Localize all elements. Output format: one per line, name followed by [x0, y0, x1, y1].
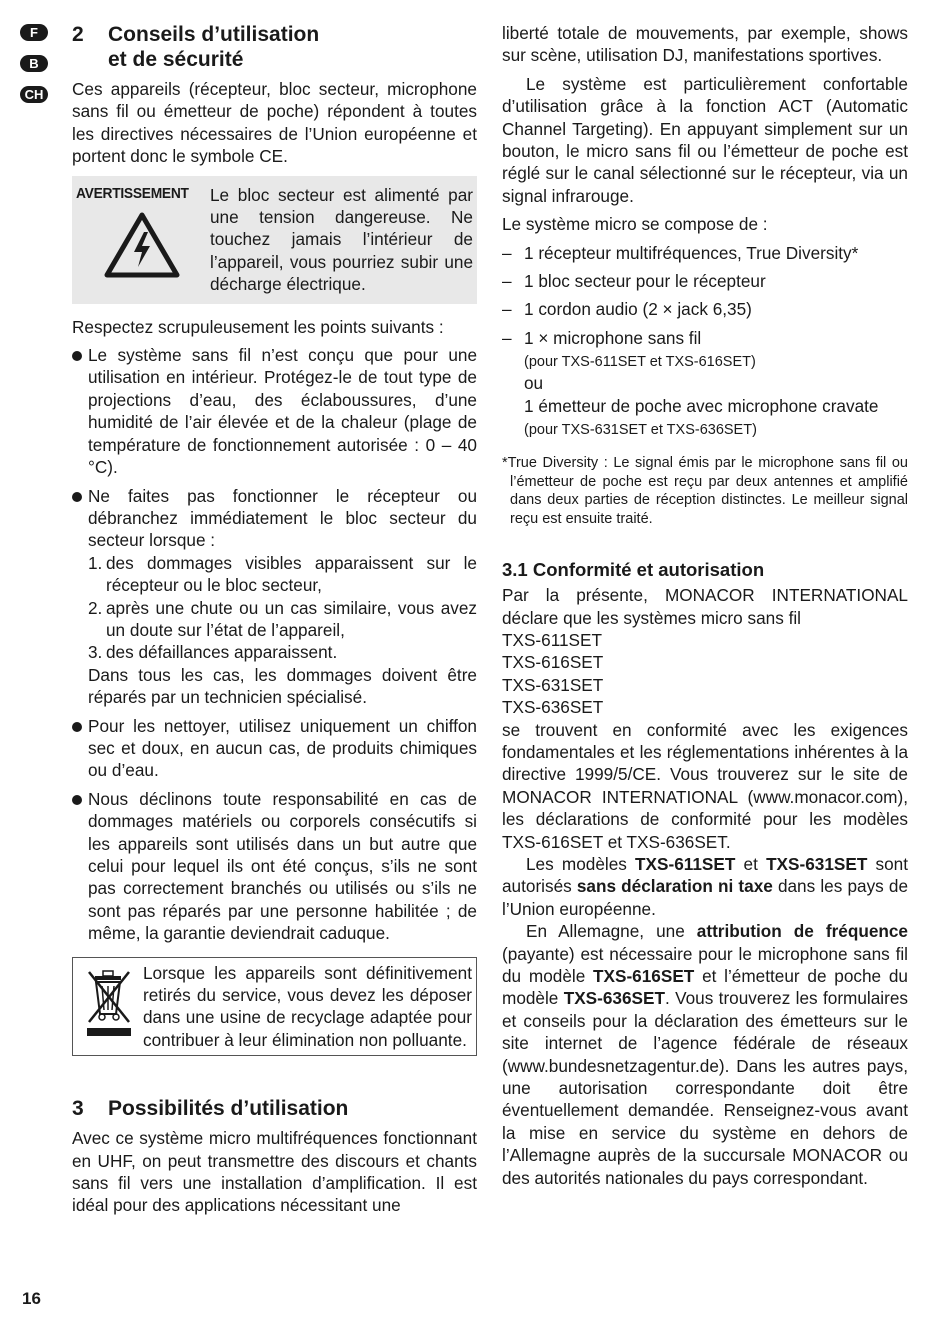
- bullet-dot: [72, 795, 82, 805]
- model-item: TXS-616SET: [502, 652, 604, 673]
- language-badges: [20, 24, 50, 117]
- bullet-dot: [72, 351, 82, 361]
- list-number: 2.: [88, 597, 103, 618]
- bullet-item: [72, 485, 477, 709]
- lang-badge-f: F: [20, 24, 48, 41]
- list-item: – 1 × microphone sans fil (pour TXS-611SET et TXS-616SET) ou 1 émetteur de poche avec microphone cravate (pour TXS-631SET et TXS-636SET): [502, 327, 879, 439]
- list-text: 1 × microphone sans fil: [524, 327, 702, 348]
- authorization-paragraph: Les modèles TXS-611SET et TXS-631SET sont autorisés sans déclaration ni taxe dans les pays de l’Union européenne.: [502, 853, 908, 919]
- list-text: 1 bloc secteur pour le récepteur: [524, 271, 766, 292]
- electric-hazard-icon: [104, 212, 180, 278]
- list-text: 1 émetteur de poche avec microphone cravate: [524, 395, 879, 416]
- list-text: 1 récepteur multifréquences, True Diversity*: [524, 242, 859, 263]
- warning-text: Le bloc secteur est alimenté par une tension dangereuse. Ne touchez jamais l’intérieur de l’appareil, vous pourriez subir une décharge électrique.: [210, 184, 473, 295]
- section-3-continuation: liberté totale de mouvements, par exemple, shows sur scène, utilisation DJ, manifestations sportives.: [502, 23, 908, 66]
- section-3-heading: [72, 1096, 477, 1121]
- list-text: 1 cordon audio (2 × jack 6,35): [524, 299, 752, 320]
- bullet-item: [72, 344, 477, 478]
- list-or: ou: [524, 373, 544, 394]
- compose-paragraph: Le système micro se compose de :: [502, 214, 768, 235]
- left-column: [72, 22, 477, 1223]
- bullet-item: [72, 788, 477, 945]
- list-item: – 1 récepteur multifréquences, True Diversity*: [502, 242, 908, 264]
- warning-label: AVERTISSEMENT: [76, 184, 189, 202]
- recycling-box: [72, 957, 477, 1057]
- page-number: 16: [22, 1289, 41, 1308]
- footnote: *True Diversity : Le signal émis par le microphone sans fil ou l’émetteur de poche est reçu par deux antennes et amplifié dans deux parties de réception distinctes. Le meilleur signal reçu est ensuite traité.: [502, 455, 908, 527]
- bullet-item: [72, 715, 477, 782]
- list-note: (pour TXS-611SET et TXS-616SET): [524, 354, 756, 371]
- section-number: 2: [72, 23, 84, 46]
- numbered-list: [88, 552, 477, 664]
- list-item: [88, 597, 477, 642]
- bullet-dot: [72, 492, 82, 502]
- germany-paragraph: En Allemagne, une attribution de fréquence (payante) est nécessaire pour le microphone sans fil du modèle TXS-616SET et l’émetteur de poche du modèle TXS-636SET. Vous trouverez les formulaires et conseils pour la déclaration des émetteurs sur le site internet de l’agence fédérale de réseaux (www.bundesnetzagentur.de). Dans les autres pays, une autorisation correspondante doit être éventuellement demandée. Renseignez-vous avant la mise en service du système en dehors de l’Allemagne auprès de la succursale MONACOR ou des autorités nationales du pays correspondant.: [502, 921, 908, 1188]
- model-item: TXS-631SET: [502, 674, 604, 695]
- list-text: après une chute ou un cas similaire, vous avez un doute sur l’état de l’appareil,: [106, 597, 477, 640]
- list-item: [88, 641, 477, 663]
- model-item: TXS-636SET: [502, 697, 604, 718]
- lang-badge-ch: CH: [20, 86, 48, 103]
- bullet-text: Nous déclinons toute responsabilité en cas de dommages matériels ou corporels consécutifs si les appareils sont utilisés dans un but autre que celui pour lequel ils ont été conçus, s’ils ne sont pas correctement branchés ou utilisés ou s’ils ne sont pas réparés par une personne habilitée ; de même, la garantie deviendrait caduque.: [88, 788, 477, 944]
- model-item: TXS-611SET: [502, 629, 602, 650]
- list-text: des dommages visibles apparaissent sur le récepteur ou le bloc secteur,: [106, 552, 477, 596]
- bullet-text: Ne faites pas fonctionner le récepteur ou débranchez immédiatement le bloc secteur du secteur lorsque :: [88, 485, 477, 551]
- list-item: – 1 cordon audio (2 × jack 6,35): [502, 298, 908, 320]
- lang-badge-b: B: [20, 55, 48, 72]
- respect-paragraph: Respectez scrupuleusement les points suivants :: [72, 316, 444, 337]
- list-number: 1.: [88, 552, 103, 573]
- intro-paragraph: Ces appareils (récepteur, bloc secteur, microphone sans fil ou émetteur de poche) répondent à toutes les directives nécessaires de l’Union européenne et portent donc le symbole CE.: [72, 79, 477, 167]
- section-3-1-heading: 3.1 Conformité et autorisation: [502, 559, 765, 581]
- list-note: (pour TXS-631SET et TXS-636SET): [524, 422, 757, 439]
- bullet-text: Le système sans fil n’est conçu que pour une utilisation en intérieur. Protégez-le de tout type de projections d’eau, des éclaboussures, d’une humidité de l’air élevée et de la chaleur (plage de température de fonctionnement autorisée : 0 – 40 °C).: [88, 345, 477, 478]
- section-3-paragraph: Avec ce système micro multifréquences fonctionnant en UHF, on peut transmettre des discours et chants sans fil vers une installation d’amplification. Il est idéal pour des applications nécessitant une: [72, 1128, 477, 1216]
- section-title: Possibilités d’utilisation: [108, 1097, 349, 1121]
- list-number: 3.: [88, 642, 103, 663]
- section-2-heading: [72, 22, 477, 72]
- conformity-paragraph-2: se trouvent en conformité avec les exigences fondamentales et les réglementations inhérentes à la directive 1999/5/CE. Vous trouverez sur le site de MONACOR INTERNATIONAL (www.monacor.com), les déclarations de conformité pour les modèles TXS-616SET et TXS-636SET.: [502, 719, 908, 852]
- bullet-after-text: Dans tous les cas, les dommages doivent être réparés par un technicien spécialisé.: [88, 664, 477, 708]
- crossed-bin-icon: [81, 962, 137, 1042]
- right-column: [502, 22, 908, 1195]
- bullet-dot: [72, 722, 82, 732]
- section-number: 3: [72, 1097, 84, 1121]
- recycling-text: Lorsque les appareils sont définitivement retirés du service, vous devez les déposer dans une usine de recyclage adaptée pour contribuer à leur élimination non polluante.: [143, 962, 472, 1050]
- list-item: [88, 552, 477, 597]
- bullet-text: Pour les nettoyer, utilisez uniquement un chiffon sec et doux, en aucun cas, de produits chimiques ou d’eau.: [88, 715, 477, 781]
- warning-box: [72, 176, 477, 304]
- list-item: – 1 bloc secteur pour le récepteur: [502, 270, 908, 292]
- act-paragraph: Le système est particulièrement confortable d’utilisation grâce à la fonction ACT (Automatic Channel Targeting). En appuyant simplement sur un bouton, le micro sans fil ou l’émetteur de poche est réglé sur le canal sélectionné sur le récepteur, via un signal infrarouge.: [502, 73, 908, 206]
- section-title: Conseils d’utilisation et de sécurité: [108, 23, 320, 71]
- list-text: des défaillances apparaissent.: [106, 642, 338, 663]
- conformity-paragraph: Par la présente, MONACOR INTERNATIONAL déclare que les systèmes micro sans fil: [502, 585, 908, 628]
